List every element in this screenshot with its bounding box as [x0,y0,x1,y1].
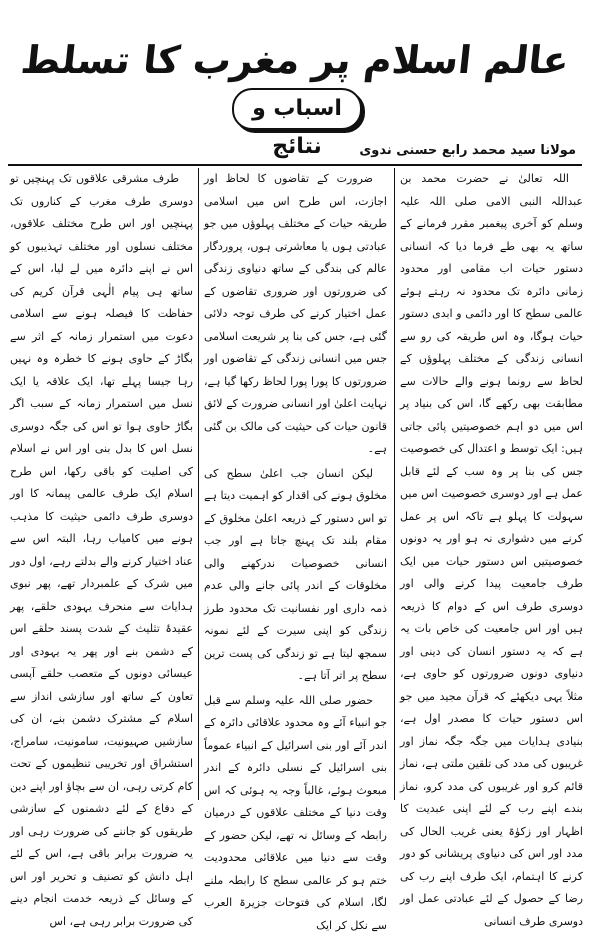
text-column-right [400,168,583,800]
author-byline: مولانا سید محمد رابع حسنی ندوی [316,140,576,162]
paragraph: ضرورت کے تقاضوں کا لحاظ اور اجازت، اس طرح اس میں اسلامی طریقہ حیات کے مختلف پہلوؤں میں جو عبادتی ہوں یا معاشرتی ہوں، پروردگار عالم کی بندگی کے ساتھ دنیاوی زندگی کی ضرورتوں اور ضروری تقاضوں کے عمل اختیار کرنے کی طرف توجہ دلائی گئی ہے، جس کی بنا پر شریعت اسلامی جس میں انسانی زندگی کے تقاضوں اور ضرورتوں کا پورا پورا لحاظ رکھا گیا ہے، نہایت اعلیٰ اور انسانی ضرورت کے لائق قانون حیات کی حیثیت کی مالک بن گئی ہے۔ [204,168,387,461]
column-divider [394,168,395,800]
header-divider [8,164,582,166]
paragraph: لیکن انسان جب اعلیٰ سطح کی مخلوق ہونے کی اقدار کو اہمیت دیتا ہے تو اس دستور کے ذریعہ اعلیٰ مخلوق کے مقام بلند تک پہنچ جاتا ہے اور جب انسانی خصوصیات ندرکھنے والی مخلوقات کے اندر پائی جانے والی عدم ذمہ داری اور نفسانیت تک محدود طرز زندگی کو اپنی سیرت کے لئے نمونہ سمجھ لیتا ہے تو زندگی کی پست ترین سطح پر اتر آتا ہے۔ [204,463,387,688]
text-column-left [10,168,193,800]
paragraph: طرف مشرقی علاقوں تک پہنچیں تو دوسری طرف مغرب کے کناروں تک پہنچیں اور اس طرح مختلف علاقوں، مختلف نسلوں اور مختلف تہذیبوں کو اس نے اپنے دائرہ میں لے لیا، اس کے ساتھ ہی پیام الٰہی قرآن کریم کی حفاظت کا فیصلہ ہونے سے اسلامی دعوت میں استمرار زمانہ کے اثر سے بگاڑ کے حاوی ہونے کا خطرہ وہ نہیں رہا جیسا پہلے تھا، ایک علاقہ یا ایک نسل میں استمرار زمانہ کے سبب اگر بگاڑ حاوی ہوا تو اس کی جگہ دوسری نسل اس کا بدل بنی اور اس نے اسلام کی اصلیت کو باقی رکھا، اس طرح اسلام ایک طرف عالمی پیمانہ کا اور دوسری طرف دائمی حیثیت کا مذہب ہونے میں کامیاب رہا، البتہ اس سے عناد اختیار کرنے والے بدلتے رہے، اول دور میں شرک کے علمبردار تھے، پھر نبوی ہدایات سے منحرف یہودی حلقے، پھر عقیدۂ تثلیث کے شدت پسند حلقے اس کے دشمن بنے اور پھر یہ یہودی اور عیسائی دونوں کے متعصب حلقے آپسی تعاون کے ساتھ اور سازشی انداز سے اسلام کے مشترک دشمن بنے، ان کی سازشیں صہیونیت، سامونیت، سامراج، استشراق اور تخریبی تنظیموں کے تحت کام کرتی رہی، ان سے بچاؤ اور اپنے دین کے دفاع کے لئے دشمنوں کے سازشی طریقوں کو جاننے کی ضرورت رہی اور یہ ضرورت برابر باقی ہے، اس کے لئے اہل دانش کو تصنیف و تحریر اور اس کے وسائل کے ذریعہ خدمت انجام دینے کی ضرورت برابر رہی ہے، اس [10,168,193,933]
subtitle-badge [232,88,362,130]
text-column-middle [204,168,387,800]
article-title: عالم اسلام پر مغرب کا تسلط [0,30,593,90]
paragraph: اللہ تعالیٰ نے حضرت محمد بن عبداللہ النبی الامی صلی اللہ علیہ وسلم کو آخری پیغمبر مقرر فرمانے کے ساتھ یہ بھی طے فرما دیا کہ انسانی دستور حیات اب مقامی اور محدود زمانی دائرہ تک محدود نہ رہتے ہوئے عالمی سطح کا اور دائمی و ابدی دستور حیات ہوگا، وہ اس طریقہ کی رو سے انسانی زندگی کے مختلف پہلوؤں کے لحاظ سے رونما ہونے والے حالات سے مطابقت بھی رکھے گا، اس کی بنیاد پر اس میں دو اہم خصوصیتیں پائی جاتی ہیں: ایک توسط و اعتدال کی خصوصیت جس کی بنا پر وہ سب کے لئے قابل عمل ہے اور دوسری خصوصیت اس میں سہولت کا پہلو ہے تاکہ اس پر عمل کرنے میں دشواری نہ ہو اور یہ دونوں خصوصیتیں اس دستور حیات میں ایک طرف جامعیت پیدا کرنے والی اور دوسری طرف اس کے دوام کا ذریعہ ہیں اور اس جامعیت کی خاص بات یہ ہے کہ یہ دستور انسان کی دینی اور دنیاوی دونوں ضرورتوں کو حاوی ہے، مثلاً یہی دیکھئے کہ قرآن مجید میں جو اس دستور حیات کا مصدر اول ہے، بنیادی ہدایات میں جگہ جگہ نماز اور غریبوں کی مدد کی تلقین ملتی ہے، نماز قائم کرو اور غریبوں کی مدد کرو، نماز بندے اپنے رب کے لئے اپنی عبدیت کا اظہار اور زکوٰۃ یعنی غریب الحال کی مدد اور اس کی دنیاوی پریشانی کو دور کرنے کا اہتمام، ایک طرف اپنے رب کی رضا کے حصول کے لئے عبادتی عمل اور دوسری طرف انسانی [400,168,583,933]
column-divider [198,168,199,800]
article-subtitle: اسباب و نتائج [234,90,360,128]
paragraph: حضور صلی اللہ علیہ وسلم سے قبل جو انبیاء آئے وہ محدود علاقائی دائرہ کے اندر آئے اور بنی اسرائیل کے انبیاء عموماً بنی اسرائیل کے نسلی دائرہ کے اندر مبعوث ہوئے، غالباً وجہ یہ ہوئی کہ اس وقت دنیا کے مختلف علاقوں کے درمیان رابطہ کے وسائل نہ تھے، لیکن حضور کے وقت سے دنیا میں علاقائی محدودیت ختم ہو کر عالمی سطح کا رابطہ ملنے لگا، اسلام کی فتوحات جزیرۃ العرب سے نکل کر ایک [204,690,387,937]
